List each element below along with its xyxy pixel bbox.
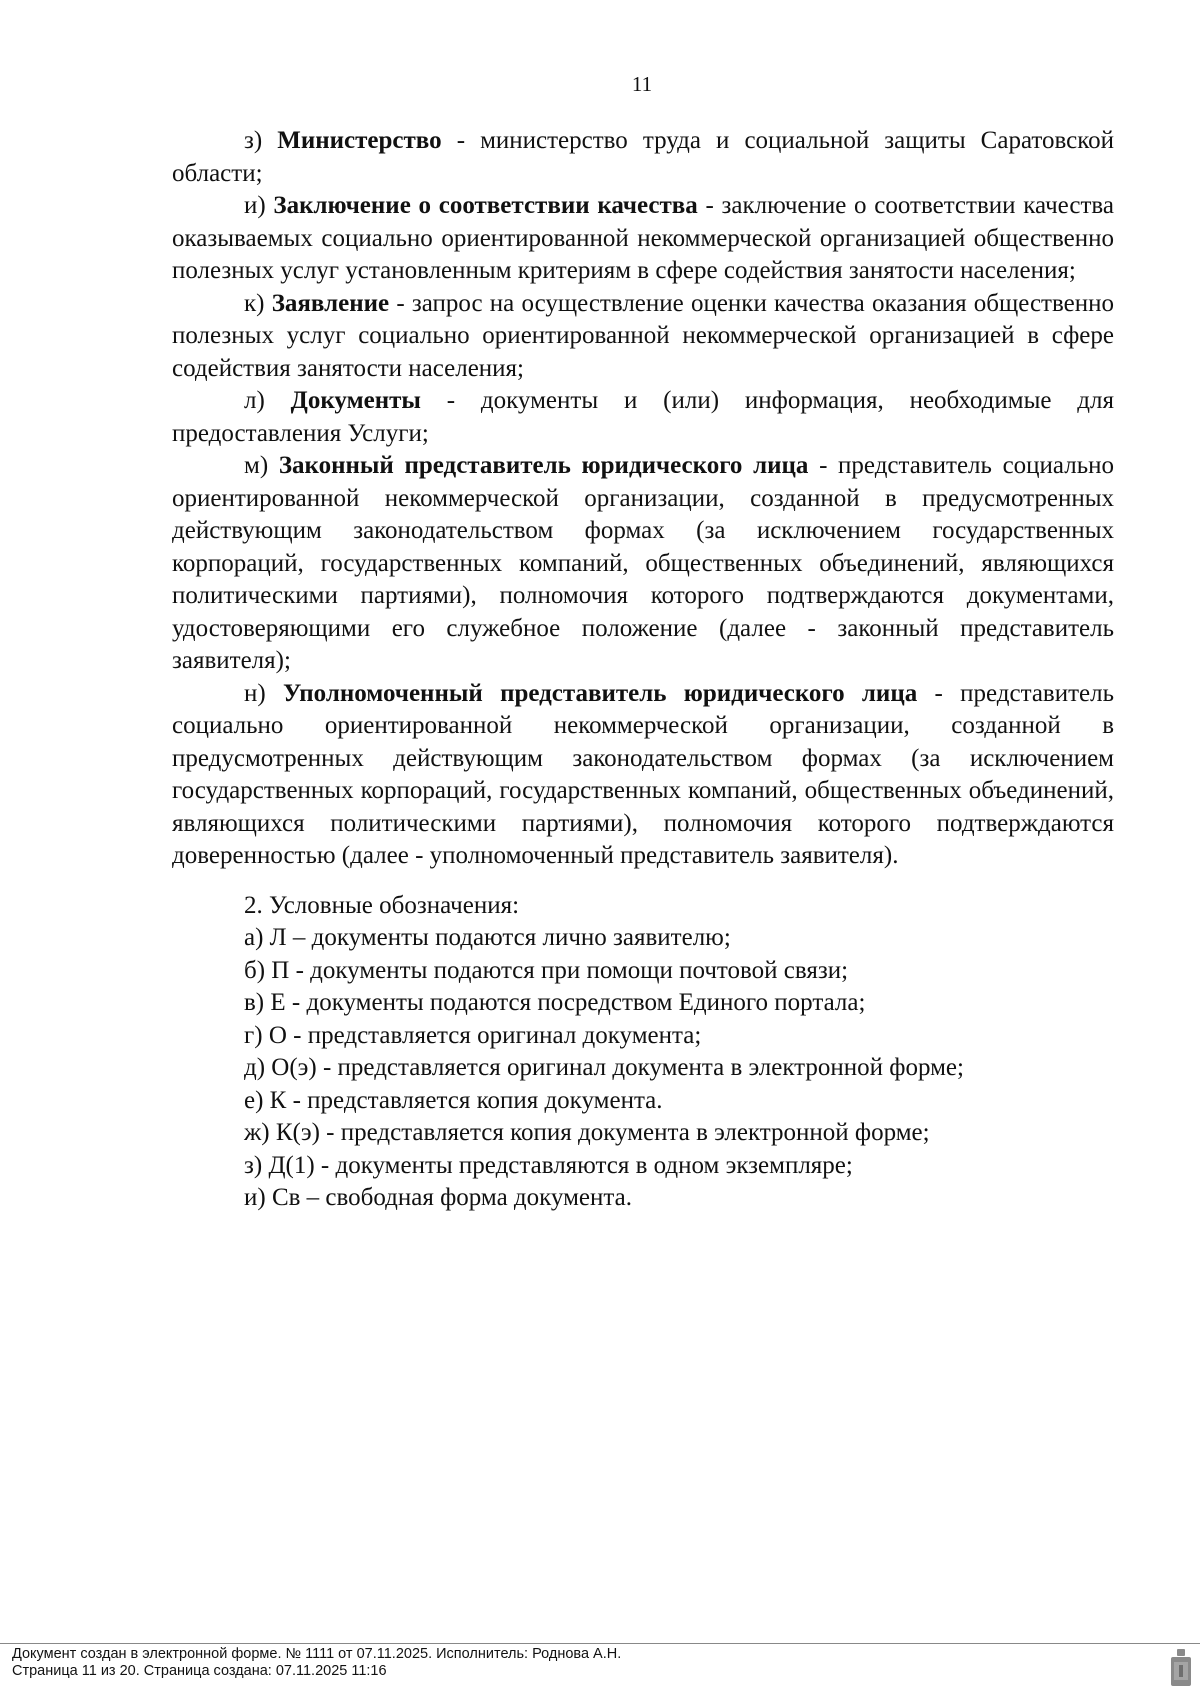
definition-item: л) Документы - документы и (или) информация, необходимые для предоставления Услуги; <box>172 387 1114 447</box>
definition-term: Законный представитель юридического лица <box>278 452 809 479</box>
definition-term: Уполномоченный представитель юридического лица <box>282 679 918 707</box>
footer-line-2: Страница 11 из 20. Страница создана: 07.11.2025 11:16 <box>12 1663 387 1679</box>
document-footer <box>12 1646 621 1680</box>
legend-item: ж) К(э) - представляется копия документа в электронной форме; <box>244 1119 930 1146</box>
footer-divider <box>0 1643 1200 1644</box>
legend-item: е) К - представляется копия документа. <box>244 1086 663 1114</box>
coat-of-arms-icon <box>1170 1648 1192 1688</box>
definition-term: Документы <box>290 387 421 414</box>
definition-term: Министерство <box>277 127 442 154</box>
legend-item: д) О(э) - представляется оригинал документа в электронной форме; <box>244 1054 964 1081</box>
legend-item: з) Д(1) - документы представляются в одном экземпляре; <box>244 1151 853 1179</box>
definition-item: м) Законный представитель юридического лица - представитель социально ориентированной некоммерческой организации, созданной в предусмотренных действующим законодательством формах (за исключением государственных корпораций, государственных компаний, общественных объединений, являющихся политическими партиями), полномочия которого подтверждаются документами, удостоверяющими его служебное положение (далее - законный представитель заявителя); <box>172 452 1115 674</box>
footer-line-1: Документ создан в электронной форме. № 1111 от 07.11.2025. Исполнитель: Роднова А.Н. <box>12 1646 622 1662</box>
legend-item: и) Св – свободная форма документа. <box>244 1184 632 1211</box>
legend-item: г) О - представляется оригинал документа; <box>244 1021 702 1049</box>
legend-item: в) Е - документы подаются посредством Единого портала; <box>244 989 866 1016</box>
legend-item: б) П - документы подаются при помощи почтовой связи; <box>244 956 849 984</box>
definition-item: з) Министерство - министерство труда и социальной защиты Саратовской области; <box>172 127 1114 187</box>
legend-heading: 2. Условные обозначения: <box>244 891 520 919</box>
definition-item: к) Заявление - запрос на осуществление оценки качества оказания общественно полезных услуг социально ориентированной некоммерческой организацией в сфере содействия занятости населения; <box>172 289 1114 382</box>
document-body <box>172 125 1114 1215</box>
page-number: 11 <box>631 72 653 96</box>
legend-item: а) Л – документы подаются лично заявителю; <box>244 924 731 951</box>
definition-item: и) Заключение о соответствии качества - заключение о соответствии качества оказываемых социально ориентированной некоммерческой организацией общественно полезных услуг установленным критериям в сфере содействия занятости населения; <box>172 192 1114 284</box>
definition-term: Заключение о соответствии качества <box>273 192 698 219</box>
definition-item: н) Уполномоченный представитель юридического лица - представитель социально ориентированной некоммерческой организации, созданной в предусмотренных действующим законодательством формах (за исключением государственных корпораций, государственных компаний, общественных объединений, являющихся политическими партиями), полномочия которого подтверждаются доверенностью (далее - уполномоченный представитель заявителя). <box>172 679 1114 869</box>
legend-section <box>172 890 1114 1215</box>
definition-term: Заявление <box>271 289 390 317</box>
